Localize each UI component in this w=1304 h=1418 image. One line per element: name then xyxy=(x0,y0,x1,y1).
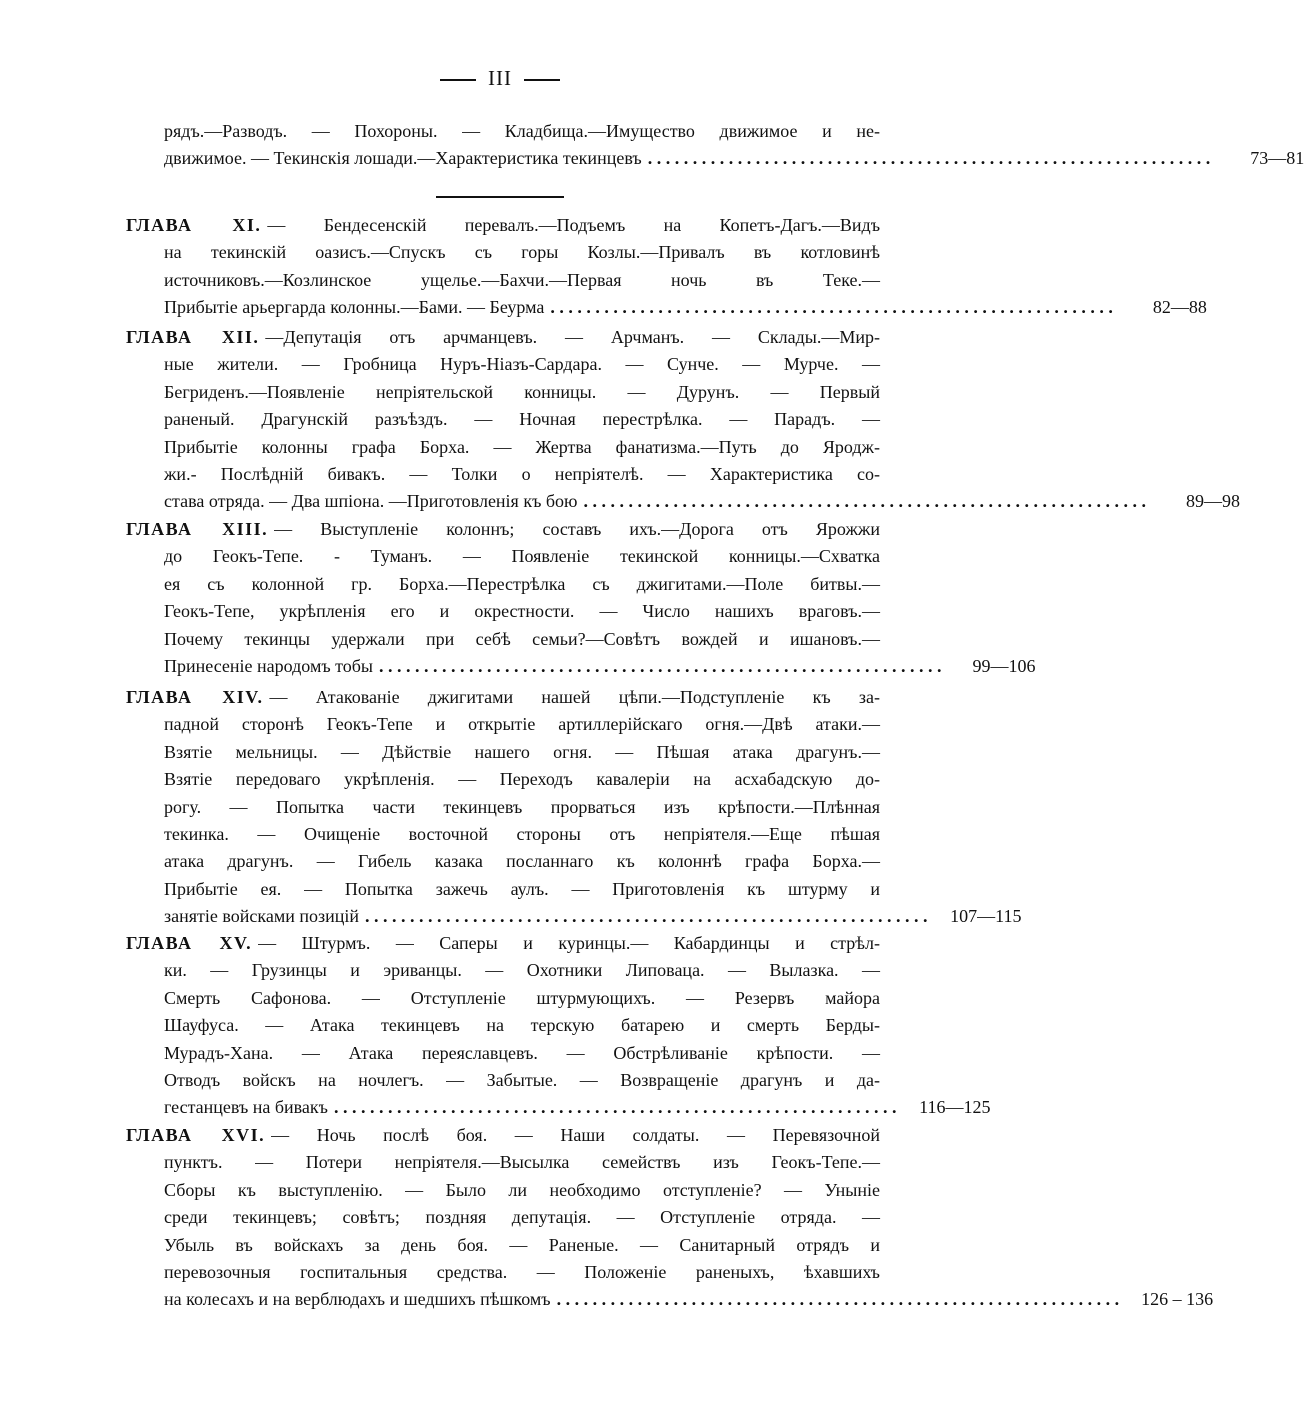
toc-line: Прибытіе ея. — Попытка зажечь аулъ. — Приготовленія къ штурму и xyxy=(164,878,880,899)
chapter-heading: ГЛАВА XVI. xyxy=(126,1125,266,1145)
toc-line: ГЛАВА XIII. — Выступленіе колоннъ; составъ ихъ.—Дорога отъ Ярожжи xyxy=(126,519,880,539)
toc-line: ГЛАВА XIV. — Атакованіе джигитами нашей цѣпи.—Подступленіе къ за- xyxy=(126,687,881,707)
toc-line-last: гестанцевъ на бивакъ . . . 116—125 xyxy=(126,1094,880,1121)
toc-line: пунктъ. — Потери непріятеля.—Высылка семействъ изъ Геокъ-Тепе.— xyxy=(164,1152,880,1173)
chapter-heading: ГЛАВА XII. xyxy=(126,327,260,347)
toc-line: Смерть Сафонова. — Отступленіе штурмующихъ. — Резервъ майора xyxy=(164,987,880,1008)
toc-line: Сборы къ выступленію. — Было ли необходимо отступленіе? — Уныніе xyxy=(164,1179,880,1200)
toc-line: раненый. Драгунскій разъѣздъ. — Ночная перестрѣлка. — Парадъ. — xyxy=(164,409,880,430)
dot-leader xyxy=(373,653,942,680)
toc-line: ки. — Грузинцы и эриванцы. — Охотники Липоваца. — Вылазка. — xyxy=(164,960,880,981)
toc-pages: 116—125 xyxy=(919,1097,991,1118)
toc-line: Геокъ-Тепе, укрѣпленія его и окрестности. — Число нашихъ враговъ.— xyxy=(164,601,880,622)
toc-line: атака драгунъ. — Гибель казака посланнаго къ колоннѣ графа Борха.— xyxy=(164,851,880,872)
toc-entry-chapter-15[interactable] xyxy=(126,930,991,1122)
toc-line: Шауфуса. — Атака текинцевъ на терскую батарею и смерть Берды- xyxy=(164,1015,880,1036)
toc-line: среди текинцевъ; совѣтъ; поздняя депутація. — Отступленіе отряда. — xyxy=(164,1207,880,1228)
dot-leader xyxy=(359,903,928,930)
toc-line: текинка. — Очищеніе восточной стороны отъ непріятеля.—Еще пѣшая xyxy=(164,823,880,844)
toc-line-last: на колесахъ и на верблюдахъ и шедшихъ пѣшкомъ . . . 126 – 136 xyxy=(126,1286,880,1313)
toc-line: Мурадъ-Хана. — Атака переяславцевъ. — Обстрѣливаніе крѣпости. — xyxy=(164,1042,880,1063)
toc-pages: 89—98 xyxy=(1186,491,1240,512)
toc-line: Взятіе мельницы. — Дѣйствіе нашего огня. — Пѣшая атака драгунъ.— xyxy=(164,741,880,762)
toc-line: перевозочныя госпитальныя средства. — Положеніе раненыхъ, ѣхавшихъ xyxy=(164,1261,880,1282)
page-number xyxy=(0,66,1000,91)
toc-line: ГЛАВА XV. — Штурмъ. — Саперы и куринцы.— Кабардинцы и стрѣл- xyxy=(126,933,880,953)
toc-entry-chapter-11[interactable] xyxy=(126,212,1207,322)
toc-line: ГЛАВА XI. — Бендесенскій перевалъ.—Подъемъ на Копетъ-Дагъ.—Видъ xyxy=(126,215,881,235)
chapter-heading: ГЛАВА XIV. xyxy=(126,687,264,707)
toc-line: Почему текинцы удержали при себѣ семьи?—Совѣтъ вождей и ишановъ.— xyxy=(164,628,880,649)
toc-pages: 73—81 xyxy=(1250,148,1304,169)
chapter-heading: ГЛАВА XV. xyxy=(126,933,253,953)
toc-line: ГЛАВА XII. —Депутація отъ арчманцевъ. — Арчманъ. — Склады.—Мир- xyxy=(126,327,881,347)
toc-pages: 126 – 136 xyxy=(1141,1289,1214,1310)
section-divider xyxy=(436,196,564,198)
toc-line: ея съ колонной гр. Борха.—Перестрѣлка съ джигитами.—Поле битвы.— xyxy=(164,573,880,594)
dot-leader xyxy=(328,1094,897,1121)
toc-line: источниковъ.—Козлинское ущелье.—Бахчи.—Первая ночь въ Теке.— xyxy=(164,269,880,290)
page-number-text: III xyxy=(488,66,512,90)
toc-line: рогу. — Попытка части текинцевъ прорваться изъ крѣпости.—Плѣнная xyxy=(164,796,880,817)
toc-line-last: Принесеніе народомъ тобы . . . 99—106 xyxy=(126,653,880,680)
toc-line: Отводъ войскъ на ночлегъ. — Забытые. — Возвращеніе драгунъ и да- xyxy=(164,1069,880,1090)
dot-leader xyxy=(544,294,1113,321)
chapter-heading: ГЛАВА XIII. xyxy=(126,519,269,539)
chapter-heading: ГЛАВА XI. xyxy=(126,215,262,235)
page-number-dash-right xyxy=(524,79,560,81)
toc-line: жи.- Послѣдній бивакъ. — Толки о непріятелѣ. — Характеристика со- xyxy=(164,463,880,484)
toc-line: на текинскій оазисъ.—Спускъ съ горы Козлы.—Привалъ въ котловинѣ xyxy=(164,242,880,263)
toc-line: Убыль въ войскахъ за день боя. — Раненые. — Санитарный отрядъ и xyxy=(164,1234,880,1255)
dot-leader xyxy=(551,1286,1120,1313)
toc-line-last: става отряда. — Два шпіона. —Приготовленія къ бою . . . 89—98 xyxy=(126,488,880,515)
toc-pages: 99—106 xyxy=(972,655,1036,676)
toc-line: Прибытіе колонны графа Борха. — Жертва фанатизма.—Путь до Яродж- xyxy=(164,436,880,457)
dot-leader xyxy=(578,488,1147,515)
dot-leader xyxy=(642,145,1211,172)
toc-line: до Геокъ-Тепе. - Туманъ. — Появленіе текинской конницы.—Схватка xyxy=(164,546,880,567)
toc-pages: 82—88 xyxy=(1152,297,1207,318)
toc-line: ГЛАВА XVI. — Ночь послѣ боя. — Наши солдаты. — Перевязочной xyxy=(126,1125,880,1145)
toc-line: Бегриденъ.—Появленіе непріятельской конницы. — Дурунъ. — Первый xyxy=(164,381,880,402)
toc-line: ные жители. — Гробница Нуръ-Ніазъ-Сардара. — Сунче. — Мурче. — xyxy=(164,354,880,375)
toc-line: падной сторонѣ Геокъ-Тепе и открытіе артиллерійскаго огня.—Двѣ атаки.— xyxy=(164,714,880,735)
toc-line: рядъ.—Разводъ. — Похороны. — Кладбища.—Имущество движимое и не- xyxy=(164,121,880,141)
toc-entry-chapter-14[interactable] xyxy=(126,684,1022,931)
toc-pages: 107—115 xyxy=(950,906,1022,927)
toc-line: Взятіе передоваго укрѣпленія. — Переходъ кавалеріи на асхабадскую до- xyxy=(164,769,880,790)
page-number-dash-left xyxy=(440,79,476,81)
toc-continuation xyxy=(126,118,1304,173)
toc-line-last: занятіе войсками позицій . . . 107—115 xyxy=(126,903,880,930)
toc-entry-chapter-16[interactable] xyxy=(126,1122,1214,1314)
toc-line-last: движимое. — Текинскія лошади.—Характеристика текинцевъ . . . 73—81 xyxy=(126,145,880,172)
toc-line-last: Прибытіе арьергарда колонны.—Бами. — Беурма . . . 82—88 xyxy=(126,294,880,321)
toc-entry-chapter-12[interactable] xyxy=(126,324,1240,516)
toc-entry-chapter-13[interactable] xyxy=(126,516,1036,680)
